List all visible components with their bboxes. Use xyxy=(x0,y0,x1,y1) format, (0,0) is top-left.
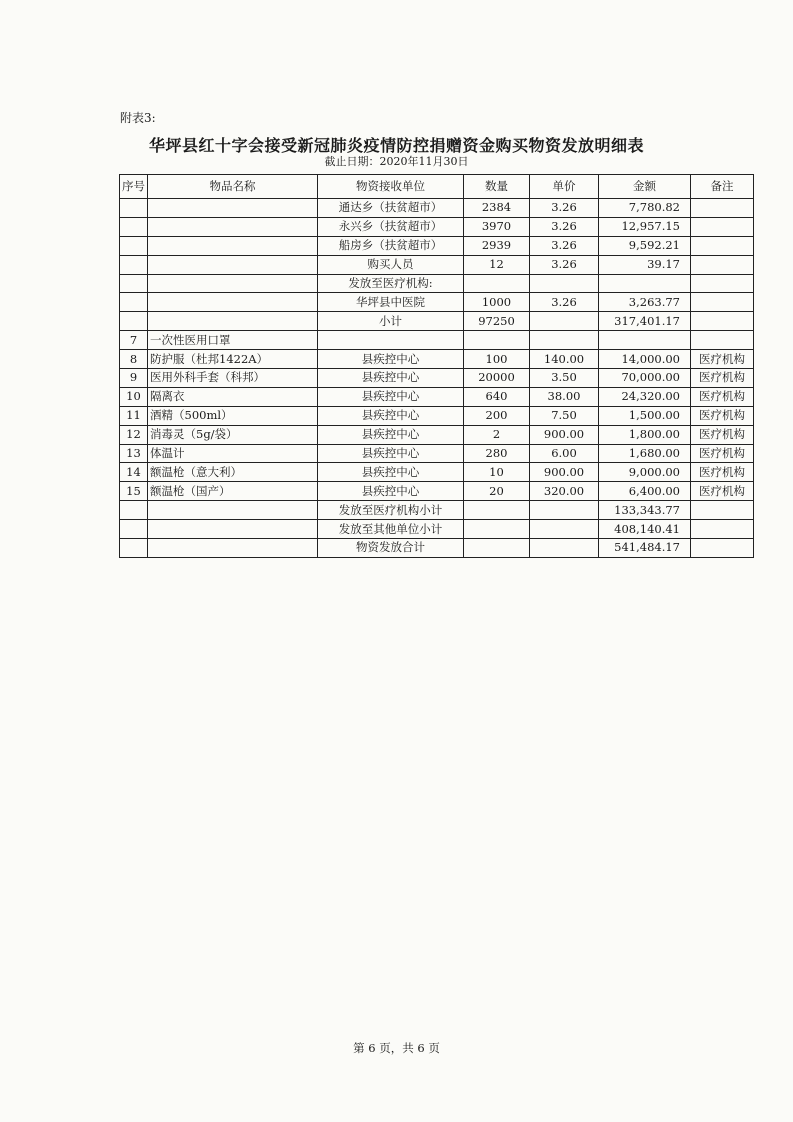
cell-note: 医疗机构 xyxy=(691,406,754,425)
cell-item xyxy=(148,274,318,293)
cell-item: 额温枪（国产） xyxy=(148,482,318,501)
cell-amount: 39.17 xyxy=(599,255,691,274)
cell-qty: 97250 xyxy=(464,312,530,331)
cell-qty xyxy=(464,331,530,350)
cell-unit: 县疾控中心 xyxy=(318,425,464,444)
cell-item: 酒精（500ml） xyxy=(148,406,318,425)
table-row xyxy=(120,350,754,369)
cell-price xyxy=(530,274,599,293)
cell-qty: 3970 xyxy=(464,217,530,236)
cell-price: 3.26 xyxy=(530,293,599,312)
cell-item xyxy=(148,199,318,218)
cell-unit: 发放至其他单位小计 xyxy=(318,520,464,539)
cell-no: 15 xyxy=(120,482,148,501)
cell-price: 7.50 xyxy=(530,406,599,425)
cell-unit: 华坪县中医院 xyxy=(318,293,464,312)
cell-amount: 12,957.15 xyxy=(599,217,691,236)
col-header-amount: 金额 xyxy=(599,175,691,199)
table-row xyxy=(120,199,754,218)
cell-amount: 133,343.77 xyxy=(599,501,691,520)
cell-item: 一次性医用口罩 xyxy=(148,331,318,350)
cell-no xyxy=(120,274,148,293)
cell-price: 3.26 xyxy=(530,255,599,274)
cell-no: 12 xyxy=(120,425,148,444)
cell-note xyxy=(691,520,754,539)
cell-no: 8 xyxy=(120,350,148,369)
cell-amount: 9,000.00 xyxy=(599,463,691,482)
col-header-note: 备注 xyxy=(691,175,754,199)
cell-note: 医疗机构 xyxy=(691,387,754,406)
cell-item: 额温枪（意大利） xyxy=(148,463,318,482)
cell-note xyxy=(691,199,754,218)
cell-unit: 发放至医疗机构: xyxy=(318,274,464,293)
cell-qty xyxy=(464,520,530,539)
cell-note: 医疗机构 xyxy=(691,463,754,482)
cell-amount: 9,592.21 xyxy=(599,236,691,255)
cell-note xyxy=(691,293,754,312)
cell-no xyxy=(120,199,148,218)
cell-item: 防护服（杜邦1422A） xyxy=(148,350,318,369)
cell-unit: 物资发放合计 xyxy=(318,539,464,558)
cell-qty xyxy=(464,501,530,520)
attachment-label: 附表3: xyxy=(120,111,156,125)
cell-no: 9 xyxy=(120,369,148,388)
cell-item: 消毒灵（5g/袋） xyxy=(148,425,318,444)
cell-item xyxy=(148,293,318,312)
cell-no xyxy=(120,293,148,312)
table-row xyxy=(120,444,754,463)
table-row xyxy=(120,331,754,350)
cell-price: 3.26 xyxy=(530,217,599,236)
cell-no: 14 xyxy=(120,463,148,482)
cell-price xyxy=(530,312,599,331)
cell-qty: 100 xyxy=(464,350,530,369)
cell-qty xyxy=(464,274,530,293)
table-row xyxy=(120,425,754,444)
cell-qty: 280 xyxy=(464,444,530,463)
cell-item xyxy=(148,217,318,236)
cell-qty: 20000 xyxy=(464,369,530,388)
cell-unit: 县疾控中心 xyxy=(318,369,464,388)
col-header-no: 序号 xyxy=(120,175,148,199)
cell-note: 医疗机构 xyxy=(691,482,754,501)
distribution-table xyxy=(119,174,754,558)
cell-note xyxy=(691,539,754,558)
cell-unit: 县疾控中心 xyxy=(318,482,464,501)
cell-item xyxy=(148,501,318,520)
cell-price xyxy=(530,520,599,539)
cell-no: 7 xyxy=(120,331,148,350)
cell-no: 13 xyxy=(120,444,148,463)
table-row xyxy=(120,482,754,501)
cell-amount: 7,780.82 xyxy=(599,199,691,218)
cell-qty: 2384 xyxy=(464,199,530,218)
cell-price: 6.00 xyxy=(530,444,599,463)
cell-unit: 小计 xyxy=(318,312,464,331)
cell-amount: 317,401.17 xyxy=(599,312,691,331)
cell-amount: 1,680.00 xyxy=(599,444,691,463)
cell-note xyxy=(691,236,754,255)
table-row xyxy=(120,217,754,236)
table-row xyxy=(120,387,754,406)
cell-note xyxy=(691,501,754,520)
cell-item xyxy=(148,255,318,274)
cutoff-date: 截止日期：2020年11月30日 xyxy=(324,155,469,168)
cell-unit xyxy=(318,331,464,350)
cell-note: 医疗机构 xyxy=(691,425,754,444)
cell-note xyxy=(691,331,754,350)
cell-unit: 通达乡（扶贫超市） xyxy=(318,199,464,218)
page-number: 第 6 页，共 6 页 xyxy=(353,1041,440,1055)
cell-item: 医用外科手套（科邦） xyxy=(148,369,318,388)
cell-no xyxy=(120,520,148,539)
cell-amount: 6,400.00 xyxy=(599,482,691,501)
cell-amount: 408,140.41 xyxy=(599,520,691,539)
cell-unit: 县疾控中心 xyxy=(318,387,464,406)
cell-amount: 541,484.17 xyxy=(599,539,691,558)
cell-no: 10 xyxy=(120,387,148,406)
table-row xyxy=(120,520,754,539)
page-title: 华坪县红十字会接受新冠肺炎疫情防控捐赠资金购买物资发放明细表 xyxy=(148,136,644,155)
cell-unit: 县疾控中心 xyxy=(318,463,464,482)
cell-unit: 县疾控中心 xyxy=(318,444,464,463)
cell-amount: 70,000.00 xyxy=(599,369,691,388)
cell-no xyxy=(120,255,148,274)
cell-note xyxy=(691,274,754,293)
cell-no xyxy=(120,539,148,558)
cell-amount: 3,263.77 xyxy=(599,293,691,312)
cell-no xyxy=(120,312,148,331)
cell-item: 隔离衣 xyxy=(148,387,318,406)
cell-price xyxy=(530,539,599,558)
cell-price: 900.00 xyxy=(530,425,599,444)
cell-price: 900.00 xyxy=(530,463,599,482)
table-row xyxy=(120,406,754,425)
cell-note: 医疗机构 xyxy=(691,369,754,388)
cell-note xyxy=(691,255,754,274)
cell-qty: 200 xyxy=(464,406,530,425)
cell-unit: 船房乡（扶贫超市） xyxy=(318,236,464,255)
cell-unit: 发放至医疗机构小计 xyxy=(318,501,464,520)
col-header-unit: 物资接收单位 xyxy=(318,175,464,199)
cell-amount: 1,500.00 xyxy=(599,406,691,425)
cell-price: 38.00 xyxy=(530,387,599,406)
cell-qty: 640 xyxy=(464,387,530,406)
cell-amount: 1,800.00 xyxy=(599,425,691,444)
table-row xyxy=(120,312,754,331)
cell-qty: 20 xyxy=(464,482,530,501)
cell-unit: 购买人员 xyxy=(318,255,464,274)
cell-amount xyxy=(599,331,691,350)
cell-item xyxy=(148,312,318,331)
cell-qty: 12 xyxy=(464,255,530,274)
cell-note xyxy=(691,312,754,331)
cell-amount xyxy=(599,274,691,293)
table-row xyxy=(120,293,754,312)
cell-note: 医疗机构 xyxy=(691,350,754,369)
cell-item: 体温计 xyxy=(148,444,318,463)
cell-price xyxy=(530,501,599,520)
cell-no xyxy=(120,236,148,255)
table-row xyxy=(120,255,754,274)
cell-qty: 1000 xyxy=(464,293,530,312)
cell-no: 11 xyxy=(120,406,148,425)
cell-price: 3.26 xyxy=(530,236,599,255)
cell-price xyxy=(530,331,599,350)
cell-unit: 永兴乡（扶贫超市） xyxy=(318,217,464,236)
cell-qty: 2 xyxy=(464,425,530,444)
cell-price: 320.00 xyxy=(530,482,599,501)
cell-no xyxy=(120,217,148,236)
cell-price: 3.50 xyxy=(530,369,599,388)
cell-amount: 24,320.00 xyxy=(599,387,691,406)
cell-item xyxy=(148,539,318,558)
table-row xyxy=(120,274,754,293)
cell-price: 140.00 xyxy=(530,350,599,369)
col-header-item: 物品名称 xyxy=(148,175,318,199)
table-row xyxy=(120,369,754,388)
cell-price: 3.26 xyxy=(530,199,599,218)
cell-amount: 14,000.00 xyxy=(599,350,691,369)
cell-qty xyxy=(464,539,530,558)
cell-unit: 县疾控中心 xyxy=(318,406,464,425)
cell-qty: 10 xyxy=(464,463,530,482)
cell-note: 医疗机构 xyxy=(691,444,754,463)
cell-item xyxy=(148,236,318,255)
col-header-qty: 数量 xyxy=(464,175,530,199)
col-header-price: 单价 xyxy=(530,175,599,199)
table-row xyxy=(120,539,754,558)
table-row xyxy=(120,236,754,255)
table-row xyxy=(120,501,754,520)
table-row xyxy=(120,463,754,482)
cell-note xyxy=(691,217,754,236)
cell-qty: 2939 xyxy=(464,236,530,255)
cell-no xyxy=(120,501,148,520)
cell-unit: 县疾控中心 xyxy=(318,350,464,369)
cell-item xyxy=(148,520,318,539)
table-header-row xyxy=(120,175,754,199)
